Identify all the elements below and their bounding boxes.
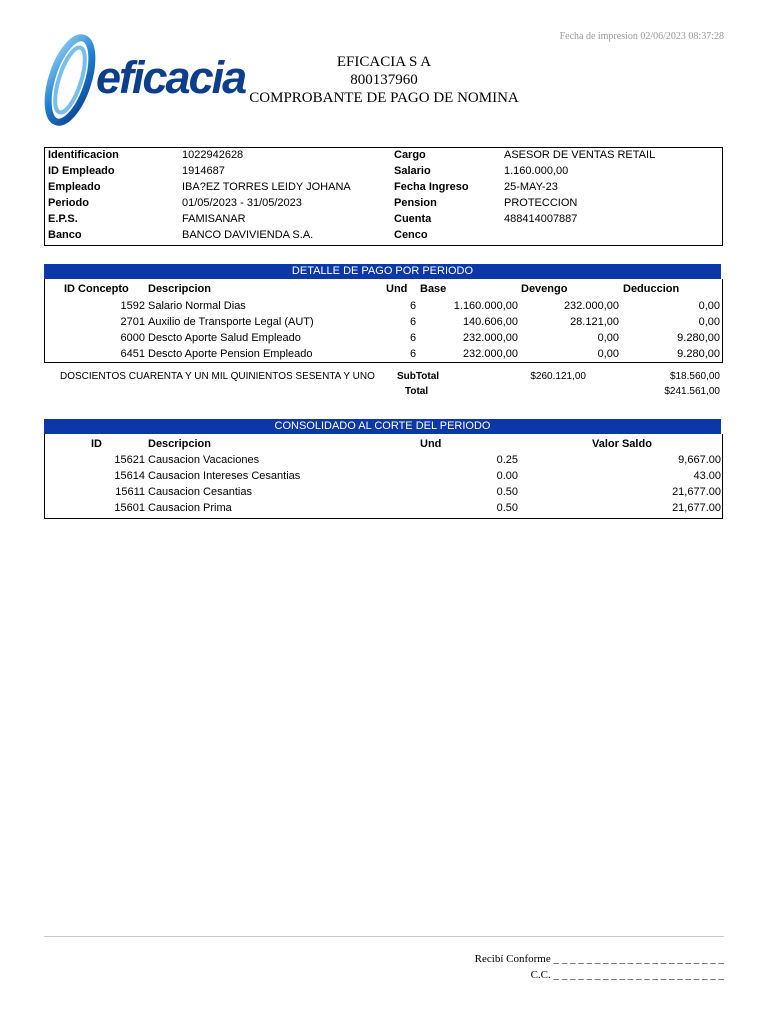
info-value: 1.160.000,00 — [504, 165, 569, 177]
col-header-desc: Descripcion — [148, 438, 211, 450]
detail-und: 6 — [409, 332, 417, 344]
consolidated-valor: 9,667.00 — [678, 454, 721, 466]
info-label: Cuenta — [394, 213, 432, 225]
consolidated-valor: 21,677.00 — [672, 486, 721, 498]
employee-info-box — [44, 147, 723, 246]
info-value: 01/05/2023 - 31/05/2023 — [182, 197, 302, 209]
col-header-und: Und — [420, 438, 442, 450]
subtotal-devengo: $260.121,00 — [530, 371, 586, 382]
consolidated-id: 15614 — [114, 470, 145, 482]
info-label: Banco — [48, 229, 82, 241]
consolidated-valor: 43.00 — [693, 470, 721, 482]
total-label: Total — [405, 386, 429, 397]
consolidated-table — [44, 434, 723, 519]
info-row — [45, 212, 722, 228]
info-label: Pension — [394, 197, 437, 209]
info-label: E.P.S. — [48, 213, 78, 225]
detail-deduccion: 0,00 — [698, 316, 720, 328]
info-row — [45, 196, 722, 212]
id-number-line: C.C. _ _ _ _ _ _ _ _ _ _ _ _ _ _ _ _ _ _ _ _ _ — [530, 969, 724, 981]
consolidated-und: 0.00 — [496, 470, 518, 482]
col-header-deduccion: Deduccion — [623, 283, 680, 295]
info-value: 488414007887 — [504, 213, 578, 225]
info-label: Identificacion — [48, 149, 119, 161]
info-label: Cenco — [394, 229, 428, 241]
col-header-devengo: Devengo — [521, 283, 568, 295]
info-row — [45, 148, 722, 164]
consolidated-und: 0.50 — [496, 486, 518, 498]
detail-devengo: 0,00 — [597, 332, 619, 344]
detail-devengo: 232.000,00 — [563, 300, 619, 312]
info-label: Periodo — [48, 197, 89, 209]
signature-line: Recibí Conforme _ _ _ _ _ _ _ _ _ _ _ _ _ _ _ _ _ _ _ _ _ — [474, 953, 724, 965]
info-value: BANCO DAVIVIENDA S.A. — [182, 229, 314, 241]
detail-und: 6 — [409, 348, 417, 360]
document-title: COMPROBANTE DE PAGO DE NOMINA — [249, 90, 519, 106]
detail-id: 2701 — [120, 316, 145, 328]
total-value: $241.561,00 — [664, 386, 720, 397]
consolidated-id: 15611 — [115, 486, 145, 498]
col-header-base: Base — [420, 283, 447, 295]
consolidated-id: 15601 — [114, 502, 145, 514]
detail-desc: Salario Normal Dias — [148, 300, 246, 312]
col-header-id: ID Concepto — [64, 283, 129, 295]
consolidated-und: 0.25 — [496, 454, 518, 466]
detail-desc: Auxilio de Transporte Legal (AUT) — [148, 316, 314, 328]
consolidated-id: 15621 — [114, 454, 145, 466]
info-label: Salario — [394, 165, 431, 177]
info-value: IBA?EZ TORRES LEIDY JOHANA — [182, 181, 351, 193]
footer-divider — [44, 936, 724, 937]
info-label: Empleado — [48, 181, 101, 193]
consolidated-valor: 21,677.00 — [672, 502, 721, 514]
info-label: ID Empleado — [48, 165, 115, 177]
info-value: 1914687 — [182, 165, 225, 177]
detail-id: 1592 — [120, 300, 145, 312]
detail-id: 6451 — [120, 348, 145, 360]
consolidated-section-header: CONSOLIDADO AL CORTE DEL PERIODO — [44, 419, 721, 434]
detail-base: 140.606,00 — [462, 316, 518, 328]
subtotal-label: SubTotal — [397, 371, 440, 382]
detail-section-header: DETALLE DE PAGO POR PERIODO — [44, 264, 721, 279]
detail-desc: Descto Aporte Pension Empleado — [148, 348, 313, 360]
consolidated-desc: Causacion Prima — [148, 502, 232, 514]
col-header-id: ID — [91, 438, 102, 450]
print-date: Fecha de impresion 02/06/2023 08:37:28 — [559, 31, 724, 42]
detail-devengo: 0,00 — [597, 348, 619, 360]
detail-und: 6 — [409, 300, 417, 312]
detail-und: 6 — [409, 316, 417, 328]
info-value: 1022942628 — [182, 149, 244, 161]
info-value: 25-MAY-23 — [504, 181, 558, 193]
info-value: PROTECCION — [504, 197, 578, 209]
detail-devengo: 28.121,00 — [570, 316, 619, 328]
info-label: Cargo — [394, 149, 426, 161]
amount-in-words: DOSCIENTOS CUARENTA Y UN MIL QUINIENTOS SESENTA Y UNO — [60, 371, 375, 382]
info-value: FAMISANAR — [182, 213, 246, 225]
info-row — [45, 180, 722, 196]
detail-deduccion: 9.280,00 — [677, 332, 720, 344]
col-header-valor-saldo: Valor Saldo — [592, 438, 652, 450]
detail-base: 1.160.000,00 — [453, 300, 518, 312]
consolidated-desc: Causacion Cesantias — [148, 486, 252, 498]
col-header-und: Und — [386, 283, 408, 295]
detail-desc: Descto Aporte Salud Empleado — [148, 332, 301, 344]
logo-wordmark: eficacia — [96, 52, 246, 103]
detail-base: 232.000,00 — [462, 332, 518, 344]
detail-base: 232.000,00 — [462, 348, 518, 360]
info-label: Fecha Ingreso — [394, 181, 469, 193]
col-header-desc: Descripcion — [148, 283, 211, 295]
consolidated-und: 0.50 — [496, 502, 518, 514]
company-name: EFICACIA S A — [336, 54, 432, 70]
company-nit: 800137960 — [350, 72, 418, 88]
consolidated-desc: Causacion Intereses Cesantias — [148, 470, 301, 482]
info-row — [45, 164, 722, 180]
info-row — [45, 228, 722, 244]
detail-table — [44, 279, 723, 363]
consolidated-desc: Causacion Vacaciones — [148, 454, 260, 466]
subtotal-deduccion: $18.560,00 — [669, 371, 720, 382]
info-value: ASESOR DE VENTAS RETAIL — [504, 149, 656, 161]
detail-deduccion: 9.280,00 — [677, 348, 720, 360]
detail-deduccion: 0,00 — [698, 300, 720, 312]
detail-id: 6000 — [120, 332, 145, 344]
